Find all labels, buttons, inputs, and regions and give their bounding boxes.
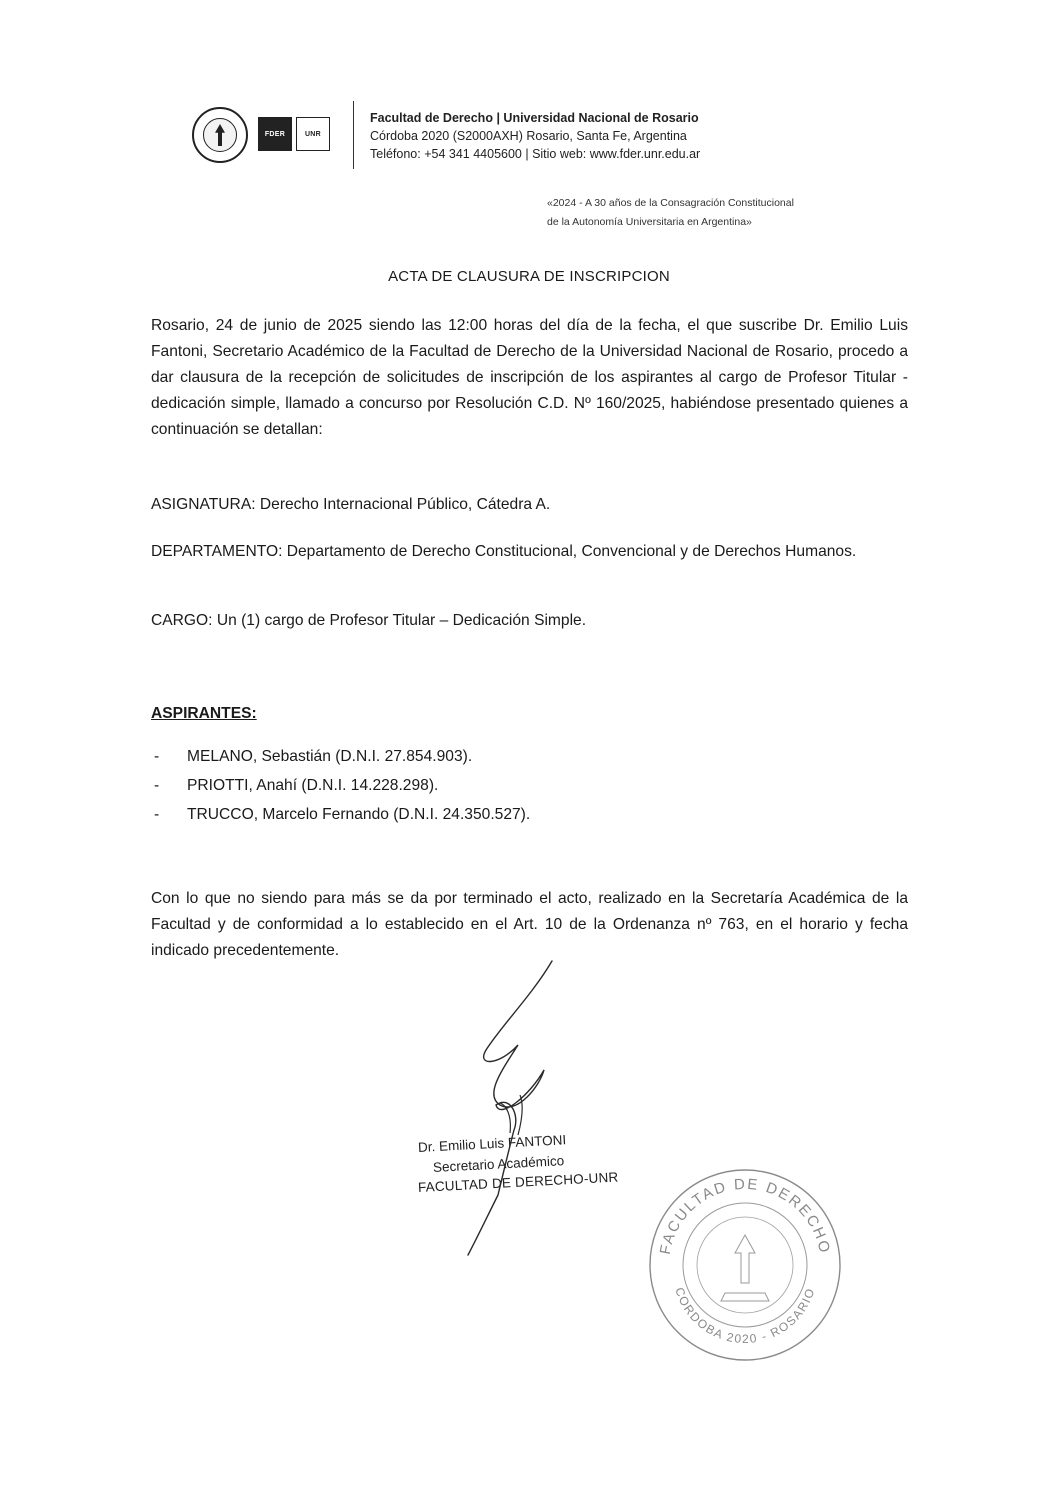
institution-separator: | [496,111,500,125]
unr-seal-logo [192,107,248,163]
list-bullet: - [154,748,160,765]
svg-text:FACULTAD DE DERECHO: FACULTAD DE DERECHO [656,1175,834,1256]
document-title: ACTA DE CLAUSURA DE INSCRIPCION [388,268,670,285]
svg-text:CORDOBA 2020 - ROSARIO: CORDOBA 2020 - ROSARIO [672,1285,818,1347]
signatory-role: Secretario Académico [432,1153,565,1175]
intro-paragraph: Rosario, 24 de junio de 2025 siendo las 12:00 horas del día de la fecha, el que suscribe Dr. Emilio Luis Fantoni, Secretario Académico de la Facultad de Derecho de la Universidad Nacional de Rosario, procedo a dar clausura de la recepción de solicitudes de inscripción de los aspirantes al cargo de Profesor Titular - dedicación simple, llamado a concurso por Resolución C.D. Nº 160/2025, habiéndose presentado quienes a continuación se detallan: [151,317,908,438]
asignatura-line: ASIGNATURA: Derecho Internacional Público, Cátedra A. [151,496,551,513]
aspirantes-heading: ASPIRANTES: [151,705,257,722]
header-divider [353,101,354,169]
signatory-institution: FACULTAD DE DERECHO-UNR [417,1169,619,1195]
closing-paragraph: Con lo que no siendo para más se da por terminado el acto, realizado en la Secretaría Académica de la Facultad y de conformidad a lo establecido en el Art. 10 de la Ordenanza nº 763, en el horario y fecha indicado precedentemente. [151,890,908,959]
list-item: TRUCCO, Marcelo Fernando (D.N.I. 24.350.527). [187,806,531,823]
contact-line: Teléfono: +54 341 4405600 | Sitio web: www.fder.unr.edu.ar [370,147,701,161]
handwritten-signature [440,955,580,1265]
list-bullet: - [154,777,160,794]
list-bullet: - [154,806,160,823]
cargo-line: CARGO: Un (1) cargo de Profesor Titular – Dedicación Simple. [151,612,587,629]
unr-logo: UNR [296,117,330,151]
institution-line [370,110,699,126]
list-item: MELANO, Sebastián (D.N.I. 27.854.903). [187,748,473,765]
list-item: PRIOTTI, Anahí (D.N.I. 14.228.298). [187,777,439,794]
motto-line-1: «2024 - A 30 años de la Consagración Constitucional [547,197,794,209]
university-name: Universidad Nacional de Rosario [503,111,699,125]
departamento-paragraph: DEPARTAMENTO: Departamento de Derecho Constitucional, Convencional y de Derechos Humanos. [151,543,857,560]
fder-logo: FDER [258,117,292,151]
motto-line-2: de la Autonomía Universitaria en Argentina» [547,216,752,228]
faculty-stamp [645,1165,845,1365]
faculty-name: Facultad de Derecho [370,111,493,125]
signatory-name: Dr. Emilio Luis FANTONI [417,1132,567,1155]
address-line: Córdoba 2020 (S2000AXH) Rosario, Santa Fe, Argentina [370,129,687,143]
